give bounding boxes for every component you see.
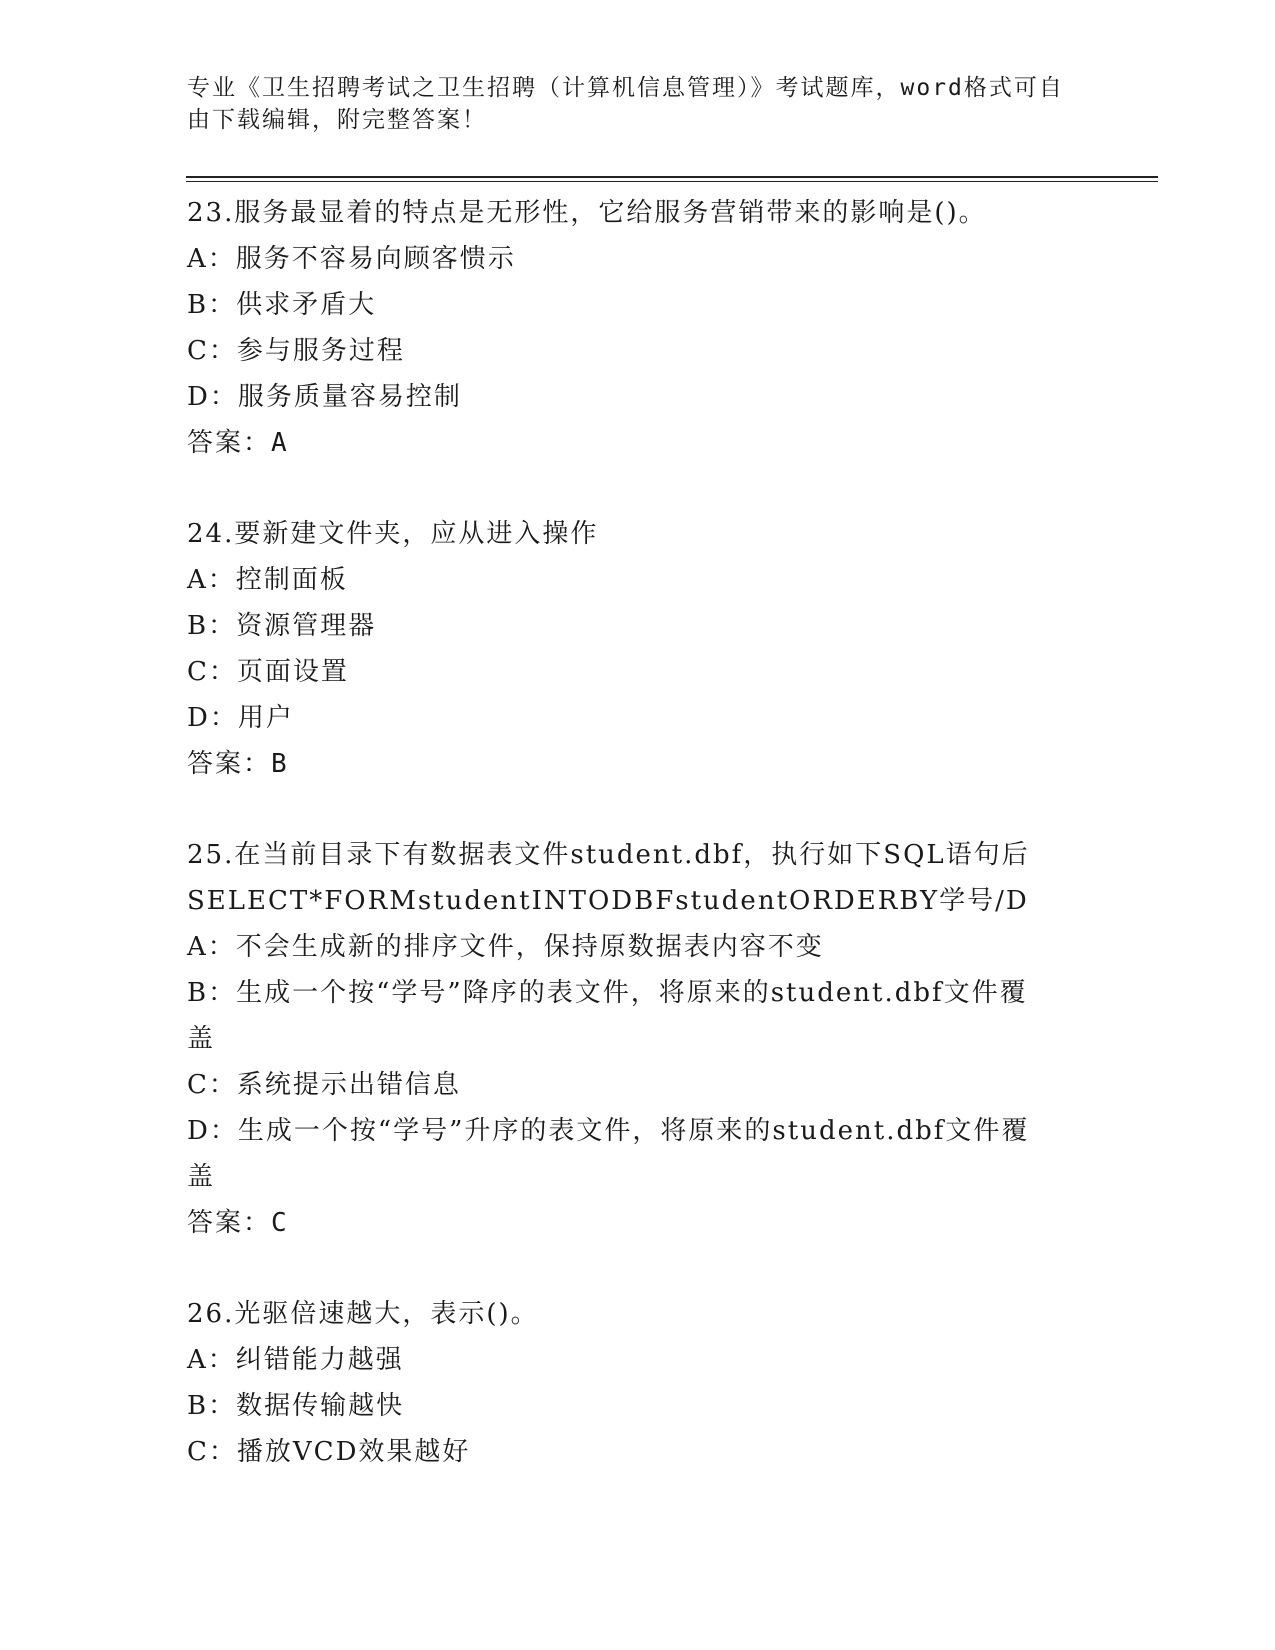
option-a: A：纠错能力越强 [187,1345,404,1375]
option-c: C：参与服务过程 [187,336,405,366]
option-b-continued: 盖 [187,1024,216,1054]
answer-line: 答案：C [187,1208,289,1238]
option-d: D：生成一个按“学号”升序的表文件，将原来的student.dbf文件覆 [187,1116,1030,1146]
question-stem-sql: SELECT*FORMstudentINTODBFstudentORDERBY学号/D [187,886,1029,916]
option-d-continued: 盖 [187,1162,216,1192]
option-b: B：供求矛盾大 [187,290,377,320]
answer-line: 答案：B [187,749,289,779]
question-stem: 25.在当前目录下有数据表文件student.dbf，执行如下SQL语句后 [187,840,1030,870]
option-b: B：数据传输越快 [187,1391,405,1421]
option-c: C：播放VCD效果越好 [187,1437,471,1467]
document-header [187,72,1087,136]
question-25 [187,832,1087,1246]
option-b: B：资源管理器 [187,611,377,641]
header-divider-thick [186,176,1158,178]
question-24 [187,511,1087,787]
question-stem: 26.光驱倍速越大，表示()。 [187,1299,539,1329]
option-d: D：服务质量容易控制 [187,382,462,412]
option-c: C：系统提示出错信息 [187,1070,461,1100]
option-d: D：用户 [187,703,294,733]
question-26 [187,1291,1087,1475]
question-list [187,190,1087,1520]
question-23 [187,190,1087,466]
answer-line: 答案：A [187,428,289,458]
question-stem: 24.要新建文件夹，应从进入操作 [187,519,599,549]
option-a: A：不会生成新的排序文件，保持原数据表内容不变 [187,932,824,962]
header-line-2: 由下载编辑，附完整答案！ [187,107,487,133]
option-c: C：页面设置 [187,657,349,687]
option-a: A：服务不容易向顾客愦示 [187,244,516,274]
option-b: B：生成一个按“学号”降序的表文件，将原来的student.dbf文件覆 [187,978,1028,1008]
header-line-1: 专业《卫生招聘考试之卫生招聘（计算机信息管理）》考试题库，word格式可自 [187,75,1064,101]
header-divider-thin [186,181,1158,182]
option-a: A：控制面板 [187,565,348,595]
question-stem: 23.服务最显着的特点是无形性，它给服务营销带来的影响是()。 [187,198,987,228]
